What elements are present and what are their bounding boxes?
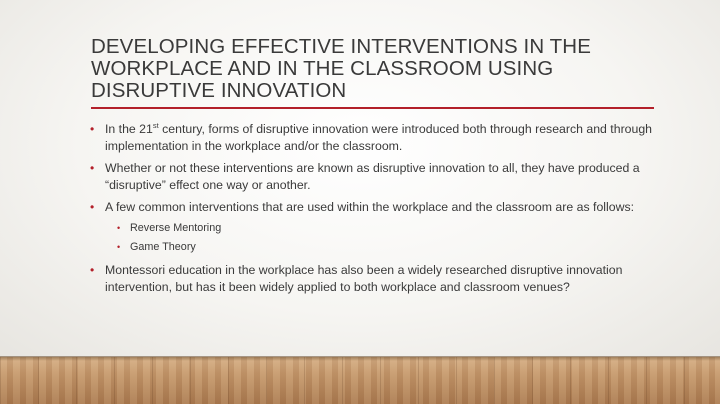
bullet-text-1a: In the 21 xyxy=(105,122,153,136)
slide-title: DEVELOPING EFFECTIVE INTERVENTIONS IN THE WORKPLACE AND IN THE CLASSROOM USING DISRUPTIVE INNOVATION xyxy=(91,35,591,102)
bullet-text-3: A few common interventions that are used within the workplace and the classroom are as follows: xyxy=(105,200,635,214)
bullet-item-3 xyxy=(90,199,665,257)
sub-bullet-list xyxy=(117,219,665,257)
bullet-icon: • xyxy=(90,122,95,136)
bullet-icon: • xyxy=(90,263,95,277)
sub-bullet-icon: • xyxy=(117,223,121,233)
bullet-text-2: Whether or not these interventions are known as disruptive innovation to all, they have produced a “disruptive” effect one way or another. xyxy=(105,161,640,192)
sub-bullet-item-2 xyxy=(117,238,665,257)
bullet-text-4: Montessori education in the workplace has also been a widely researched disruptive innovation intervention, but has it been widely applied to both workplace and classroom venues? xyxy=(105,263,623,294)
sub-bullet-item-1 xyxy=(117,219,665,238)
bullet-icon: • xyxy=(90,161,95,175)
ordinal-suffix: st xyxy=(152,121,159,130)
bullet-item-4 xyxy=(90,262,665,296)
bullet-text-1b: century, forms of disruptive innovation were introduced both through research and through implementation in the workplace and/or the classroom. xyxy=(105,122,653,153)
bullet-list xyxy=(90,121,665,301)
title-divider xyxy=(91,107,654,109)
floor-shadow xyxy=(0,356,720,361)
bullet-item-2 xyxy=(90,160,665,194)
wood-floor-background xyxy=(0,357,720,404)
sub-bullet-icon: • xyxy=(117,242,121,252)
sub-bullet-text-1: Reverse Mentoring xyxy=(130,222,222,234)
bullet-icon: • xyxy=(90,200,95,214)
sub-bullet-text-2: Game Theory xyxy=(130,241,196,253)
bullet-item-1 xyxy=(90,121,665,155)
